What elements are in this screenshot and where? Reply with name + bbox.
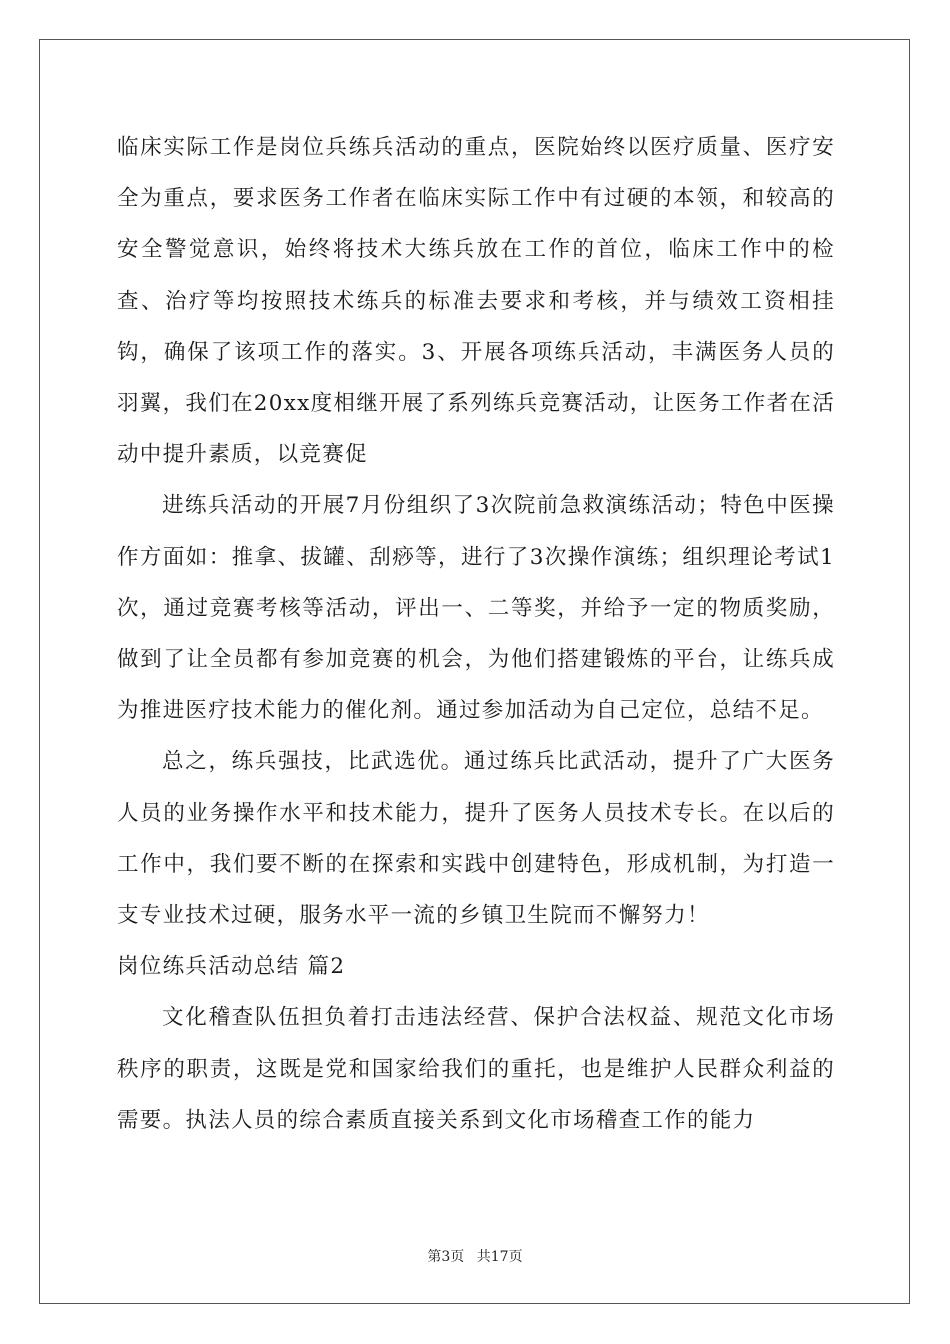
paragraph-4: 文化稽查队伍担负着打击违法经营、保护合法权益、规范文化市场秩序的职责，这既是党和国家给我们的重托，也是维护人民群众利益的需要。执法人员的综合素质直接关系到文化市场稽查工作的能力 <box>117 1005 835 1133</box>
page-footer <box>0 1246 950 1266</box>
paragraph-1: 临床实际工作是岗位兵练兵活动的重点，医院始终以医疗质量、医疗安全为重点，要求医务工作者在临床实际工作中有过硬的本领，和较高的安全警觉意识，始终将技术大练兵放在工作的首位，临床工作中的检查、治疗等均按照技术练兵的标准去要求和考核，并与绩效工资相挂钩，确保了该项工作的落实。3、开展各项练兵活动，丰满医务人员的羽翼，我们在20xx度相继开展了系列练兵竞赛活动，让医务工作者在活动中提升素质，以竞赛促 <box>117 135 836 468</box>
page-total: 共17页 <box>476 1249 523 1265</box>
section-heading: 岗位练兵活动总结 篇2 <box>117 954 346 980</box>
page-number: 第3页 <box>427 1249 465 1265</box>
document-body <box>117 122 835 1146</box>
paragraph-3: 总之，练兵强技，比武选优。通过练兵比武活动，提升了广大医务人员的业务操作水平和技术能力，提升了医务人员技术专长。在以后的工作中，我们要不断的在探索和实践中创建特色，形成机制，为打造一支专业技术过硬，服务水平一流的乡镇卫生院而不懈努力！ <box>117 749 835 929</box>
paragraph-2: 进练兵活动的开展7月份组织了3次院前急救演练活动；特色中医操作方面如：推拿、拔罐、刮痧等，进行了3次操作演练；组织理论考试1次，通过竞赛考核等活动，评出一、二等奖，并给予一定的物质奖励，做到了让全员都有参加竞赛的机会，为他们搭建锻炼的平台，让练兵成为推进医疗技术能力的催化剂。通过参加活动为自己定位，总结不足。 <box>117 493 835 724</box>
